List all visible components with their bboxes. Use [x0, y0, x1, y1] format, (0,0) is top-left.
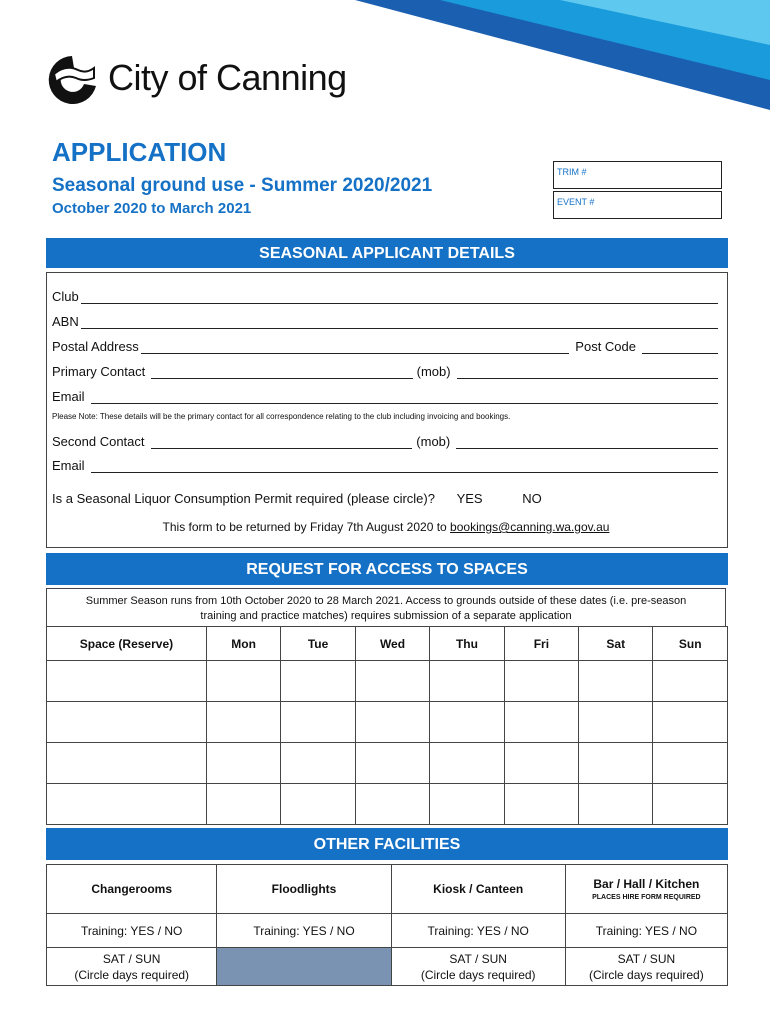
season-period: October 2020 to March 2021: [52, 200, 252, 217]
col-fri: Fri: [504, 627, 578, 661]
col-space: Space (Reserve): [47, 627, 207, 661]
col-thu: Thu: [430, 627, 504, 661]
return-email-link[interactable]: bookings@canning.wa.gov.au: [450, 520, 610, 534]
postcode-label: Post Code: [575, 339, 636, 354]
col-mon: Mon: [206, 627, 280, 661]
places-hire-note: PLACES HIRE FORM REQUIRED: [592, 894, 701, 901]
event-label: EVENT #: [557, 197, 595, 207]
club-field[interactable]: [52, 289, 718, 304]
org-name: City of Canning: [108, 57, 347, 98]
email2-label: Email: [52, 458, 85, 473]
col-floodlights: Floodlights: [217, 865, 391, 914]
facilities-table: [46, 864, 728, 986]
floodlights-days-disabled: [217, 948, 391, 986]
col-changerooms: Changerooms: [47, 865, 217, 914]
liquor-no-option[interactable]: NO: [522, 491, 542, 506]
second-label: Second Contact: [52, 434, 145, 449]
kiosk-training[interactable]: Training: YES / NO: [391, 914, 565, 948]
abn-label: ABN: [52, 314, 79, 329]
club-label: Club: [52, 289, 79, 304]
email2-field[interactable]: [52, 458, 718, 473]
trim-label: TRIM #: [557, 167, 587, 177]
col-wed: Wed: [355, 627, 429, 661]
abn-field[interactable]: [52, 314, 718, 329]
access-table: [46, 626, 728, 825]
primary-label: Primary Contact: [52, 364, 146, 379]
mob2-label: (mob): [416, 434, 451, 449]
changerooms-days[interactable]: SAT / SUN (Circle days required): [47, 948, 217, 986]
city-logo-icon: [44, 52, 100, 104]
return-instructions: This form to be returned by Friday 7th August 2020 to bookings@canning.wa.gov.au: [162, 520, 610, 534]
access-info: Summer Season runs from 10th October 2020 to 28 March 2021. Access to grounds outside of these dates (i.e. pre-season training and practice matches) requires submission of a separate application: [46, 588, 726, 626]
second-contact-field[interactable]: [52, 434, 718, 449]
col-sun: Sun: [653, 627, 728, 661]
floodlights-training[interactable]: Training: YES / NO: [217, 914, 391, 948]
col-kiosk: Kiosk / Canteen: [391, 865, 565, 914]
table-row[interactable]: [47, 661, 728, 702]
table-row[interactable]: [47, 784, 728, 825]
postal-address-field[interactable]: [52, 339, 718, 354]
bar-days[interactable]: SAT / SUN (Circle days required): [565, 948, 727, 986]
email-field[interactable]: [52, 389, 718, 404]
liquor-yes-option[interactable]: YES: [456, 491, 483, 506]
facilities-banner: OTHER FACILITIES: [46, 828, 728, 860]
table-row[interactable]: [47, 702, 728, 743]
kiosk-days[interactable]: SAT / SUN (Circle days required): [391, 948, 565, 986]
bar-training[interactable]: Training: YES / NO: [565, 914, 727, 948]
mob-label: (mob): [416, 364, 451, 379]
table-row[interactable]: [47, 743, 728, 784]
col-tue: Tue: [281, 627, 355, 661]
primary-contact-field[interactable]: [52, 364, 718, 379]
logo: [44, 52, 347, 104]
email-label: Email: [52, 389, 85, 404]
col-sat: Sat: [579, 627, 653, 661]
page-subtitle: Seasonal ground use - Summer 2020/2021: [52, 175, 433, 196]
postal-label: Postal Address: [52, 339, 139, 354]
liquor-question: Is a Seasonal Liquor Consumption Permit required (please circle)? YES NO: [52, 491, 542, 506]
trim-box[interactable]: [553, 161, 722, 189]
event-box[interactable]: [553, 191, 722, 219]
col-bar-hall: Bar / Hall / Kitchen PLACES HIRE FORM REQUIRED: [565, 865, 727, 914]
applicant-banner: SEASONAL APPLICANT DETAILS: [46, 238, 728, 268]
changerooms-training[interactable]: Training: YES / NO: [47, 914, 217, 948]
page-title: APPLICATION: [52, 137, 227, 167]
access-banner: REQUEST FOR ACCESS TO SPACES: [46, 553, 728, 585]
contact-note: Please Note: These details will be the primary contact for all correspondence relating to the club including invoicing and bookings.: [52, 412, 511, 421]
